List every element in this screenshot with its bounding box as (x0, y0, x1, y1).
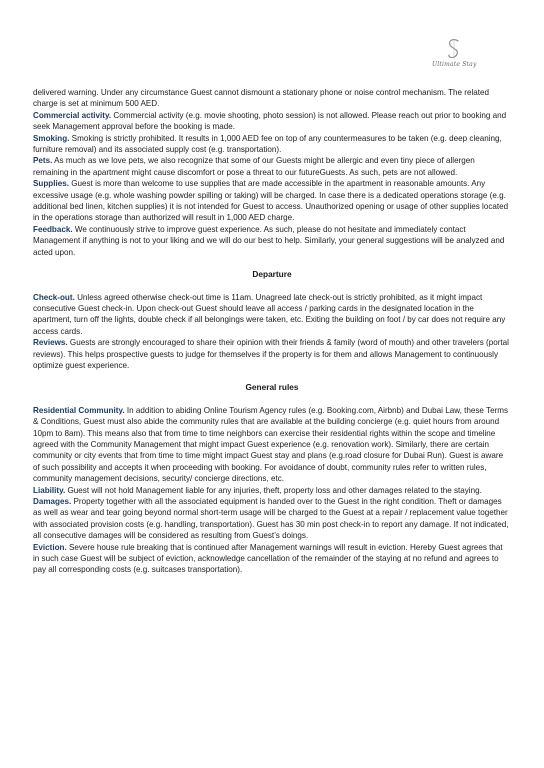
rule-title: Supplies. (33, 179, 69, 189)
rule-title: Commercial activity. (33, 110, 112, 120)
section-heading-general-rules: General rules (245, 382, 299, 393)
rule-commercial-activity (33, 110, 511, 133)
rule-text: Severe house rule breaking that is continued after Management warnings will result in eviction. Hereby Guest agrees that in such case Guest will be subject of eviction, acknowledge cancellation of the remainder of the staying at no refund and agrees to pay all corresponding costs (e.g. suitcases transportation). (33, 542, 503, 575)
rule-text: Smoking is strictly prohibited. It results in 1,000 AED fee on top of any countermeasures to be taken (e.g. deep cleaning, furniture removal) and its associated supply cost (e.g. transportation). (33, 133, 502, 155)
rule-smoking (33, 133, 511, 156)
rule-eviction (33, 542, 511, 576)
rule-supplies (33, 178, 511, 224)
rule-residential-community (33, 405, 511, 485)
intro-text: delivered warning. Under any circumstance Guest cannot dismount a stationary phone or noise control mechanism. The related charge is set at minimum 500 AED. (33, 88, 490, 109)
logo-tagline: Ultimate Stay (432, 61, 477, 68)
rule-text: Unless agreed otherwise check-out time is 11am. Unagreed late check-out is strictly prohibited, as it might impact consecutive Guest check-in. Upon check-out Guest should leave all access / parking cards in the designated location in the apartment, turn off the lights, double check if all belongings were taken, etc. Exiting the building on foot / by car does not require any access cards. (33, 292, 506, 336)
rule-title: Smoking. (33, 133, 70, 143)
rule-title: Feedback. (33, 224, 73, 234)
rule-title: Damages. (33, 497, 72, 506)
rule-damages (33, 496, 511, 542)
rule-text: Guest is more than welcome to use supplies that are made accessible in the apartment in reasonable amounts. Any excessive usage (e.g. whole washing powder spilling or taking) will be charged. In case there is a dedicated operations storage (e.g. additional bed linen, kitchen supplies) it is not intended for Guest to access. Unauthorized opening or usage of other supplies located in the operations storage than authorized will result in 1,000 AED charge. (33, 179, 509, 223)
rule-text: We continuously strive to improve guest experience. As such, please do not hesitate and immediately contact Management if anything is not to your liking and we will do our best to help. Similarly, your general suggestions will be analyzed and acted upon. (33, 224, 505, 257)
rule-check-out (33, 292, 511, 338)
rule-title: Liability. (33, 485, 66, 495)
rule-liability (33, 485, 511, 496)
brand-logo (432, 38, 476, 68)
document-body (33, 87, 511, 576)
rule-pets (33, 155, 511, 178)
rule-text: Property together with all the associated equipment is handed over to the Guest in the right condition. Theft or damages as well as wear and tear going beyond normal short-term usage will be charged to the Guest at a repair / replacement value together with associated provision costs (e.g. handling, transportation). Guest has 30 min post check-in to report any damage. If not indicated, all consecutive damages will be considered as resulting from Guest’s doings. (33, 497, 509, 541)
rule-text: In addition to abiding Online Tourism Agency rules (e.g. Booking.com, Airbnb) and Dubai Law, these Terms & Conditions, Guest must also abide the community rules that are available at the building concierge (e.g. quiet hours from around 10pm to 8am). This means also that from time to time neighbors can exercise their residential rights within the scope and timeline agreed with the Community Management that might impact Guest experience (e.g. renovation work). Similarly, there are certain community or city events that from time to time might impact Guest stay and plans (e.g.road closure for Dubai Run). Guest is aware of such possibility and accepts it when proceeding with booking. For avoidance of doubt, community rules refer to written rules, community management decisions, security/ concierge directions, etc. (33, 405, 509, 484)
rule-title: Residential Community. (33, 405, 125, 415)
section-heading-departure: Departure (252, 269, 292, 280)
rule-text: As much as we love pets, we also recognize that some of our Guests might be allergic and even tiny piece of allergen remaining in the apartment might cause discomfort or pose a threat to our futureGuests. As such, pets are not allowed. (33, 156, 475, 177)
intro-paragraph (33, 87, 511, 110)
rule-title: Pets. (33, 156, 53, 166)
rule-text: Guest will not hold Management liable for any injuries, theft, property loss and other damages related to the staying. (65, 485, 482, 495)
script-s-monogram-icon (444, 38, 464, 60)
rule-reviews (33, 337, 511, 371)
rule-feedback (33, 224, 511, 258)
rule-title: Eviction. (33, 542, 67, 552)
rule-text: Commercial activity (e.g. movie shooting, photo session) is not allowed. Please reach out prior to booking and seek Management approval before the booking is made. (33, 110, 507, 132)
rule-title: Reviews. (33, 338, 68, 348)
rule-title: Check-out. (33, 292, 75, 302)
rule-text: Guests are strongly encouraged to share their opinion with their friends & family (word of mouth) and other travelers (portal reviews). This helps prospective guests to judge for themselves if the property is for them and allows Management to continuously optimize guest experience. (33, 338, 509, 370)
